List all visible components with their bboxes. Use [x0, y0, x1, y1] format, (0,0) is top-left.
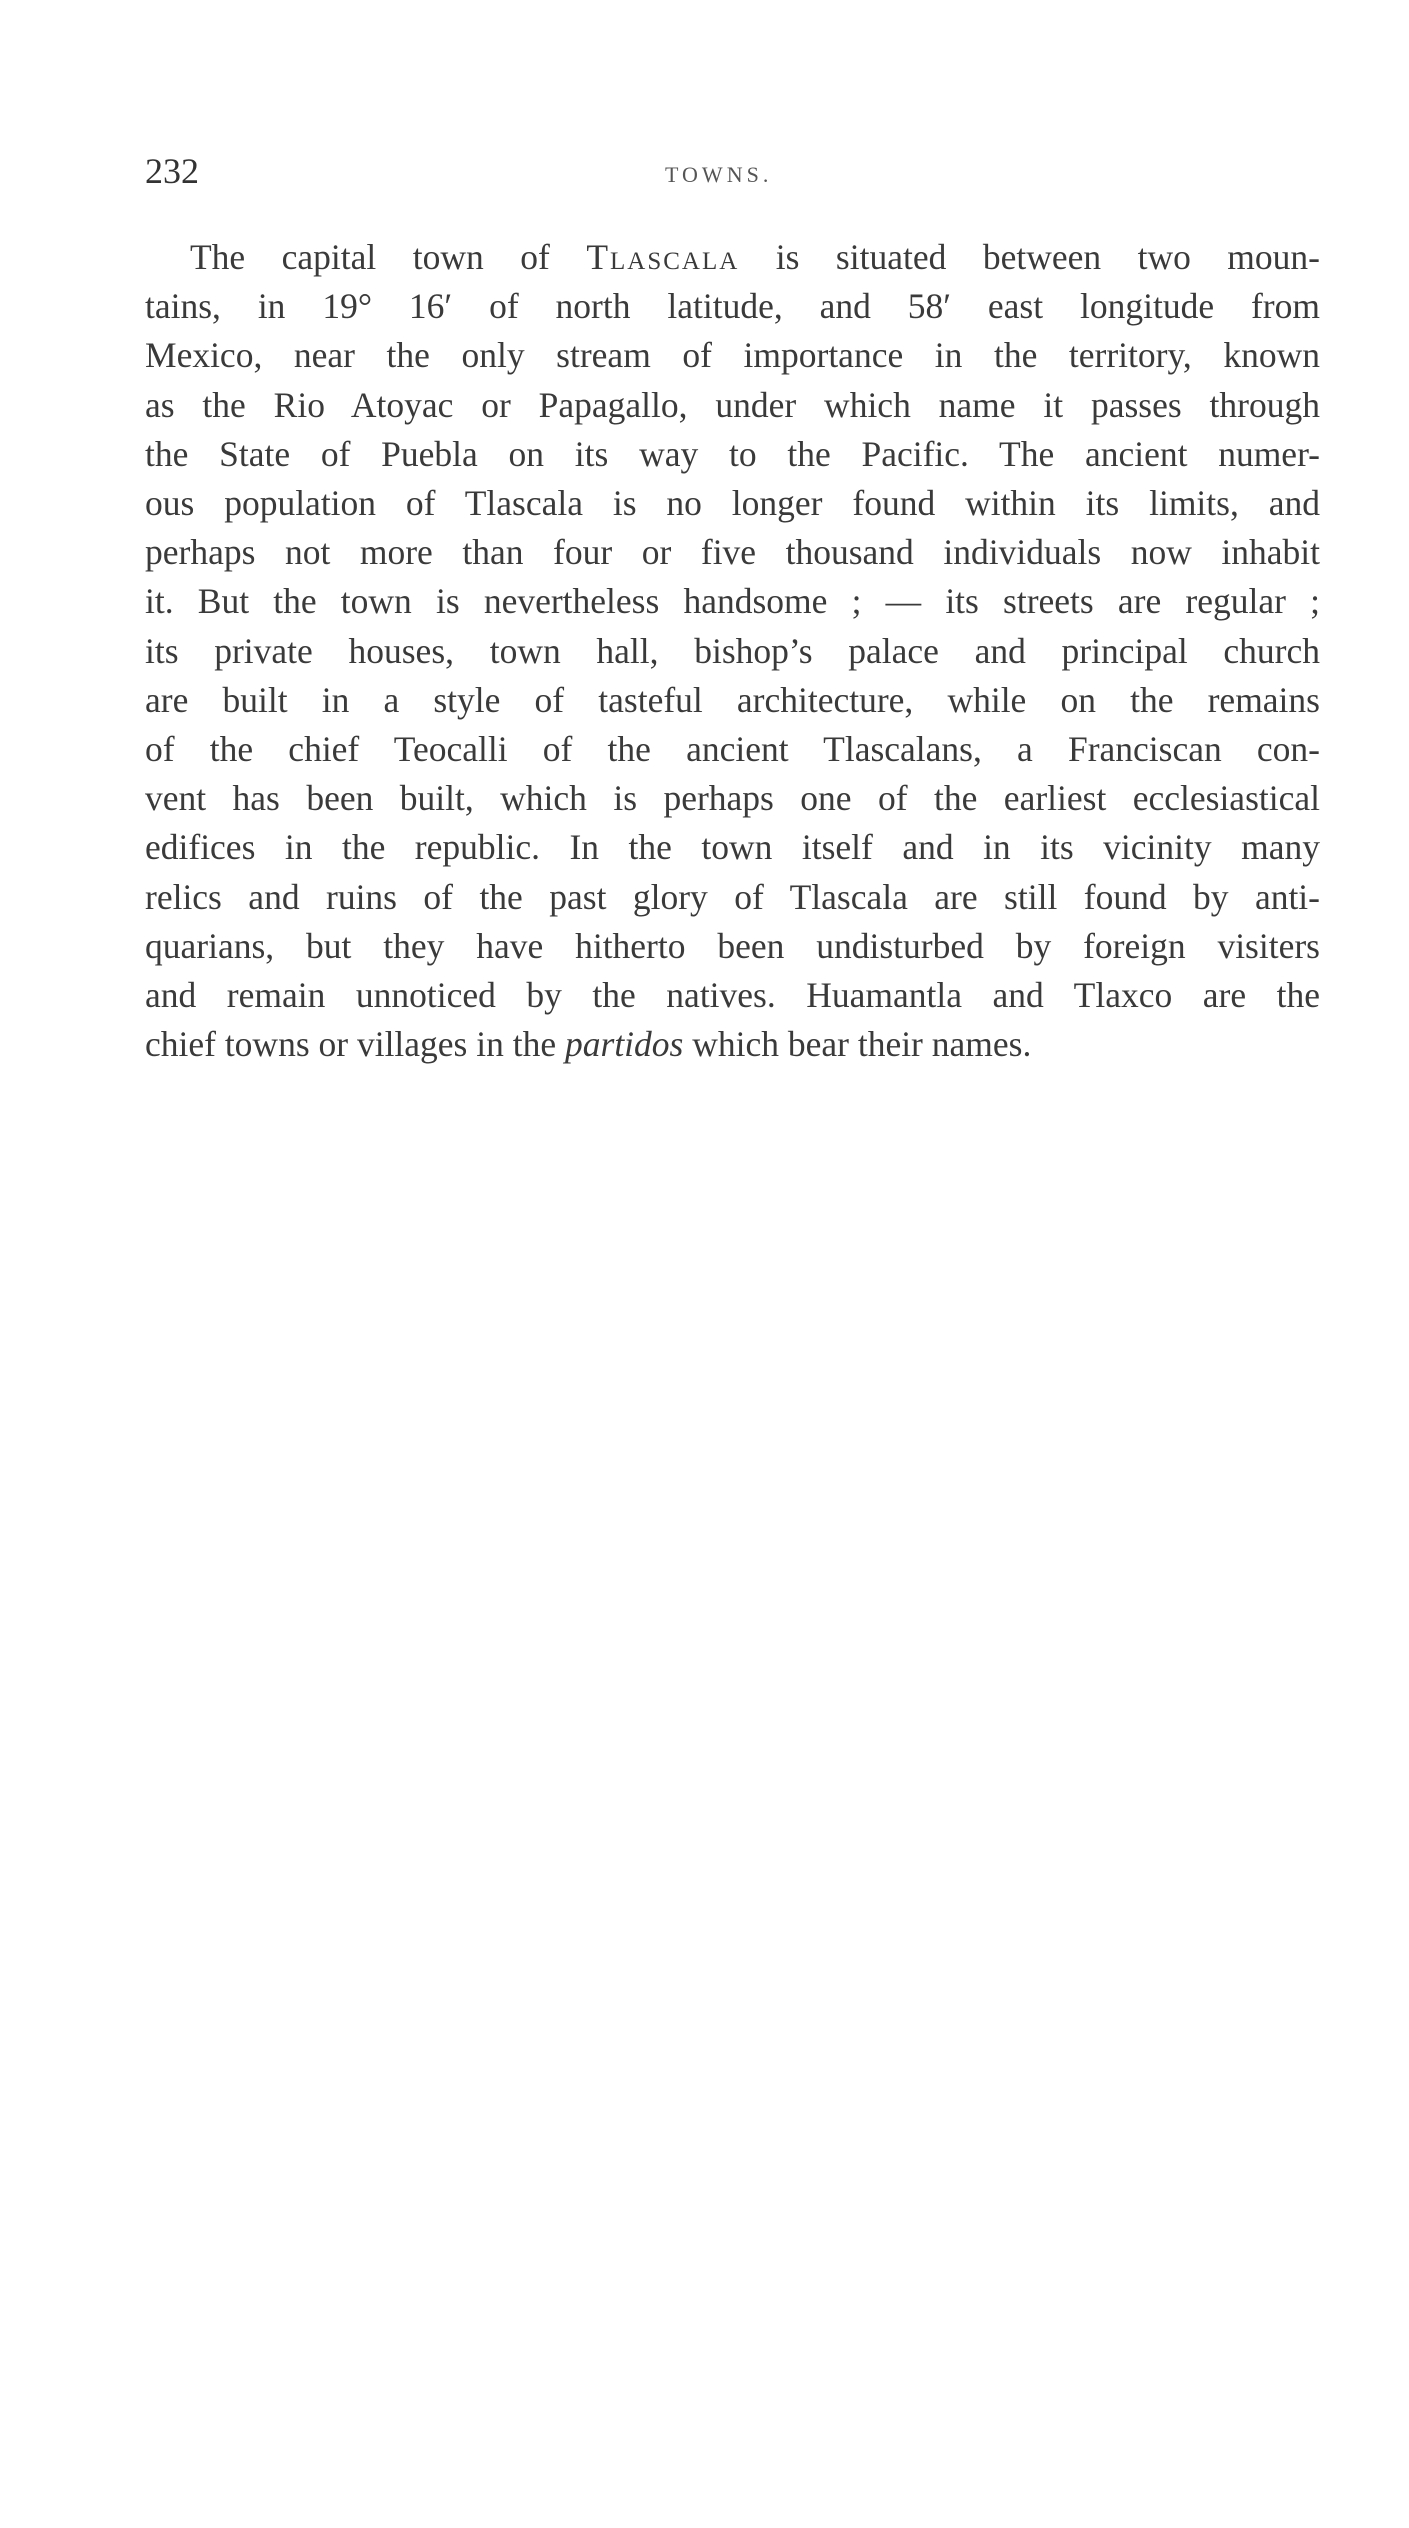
text-line	[145, 430, 1320, 479]
text-segment: vent has been built, which is perhaps one of the earliest ecclesiastical	[145, 778, 1320, 819]
text-line	[145, 282, 1320, 331]
text-line	[145, 676, 1320, 725]
text-line	[145, 873, 1320, 922]
text-segment: and remain unnoticed by the natives. Huamantla and Tlaxco are the	[145, 975, 1320, 1016]
smallcaps-name: Tlascala	[586, 237, 740, 277]
text-segment: it. But the town is nevertheless handsome ; — its streets are regular ;	[145, 581, 1320, 622]
text-segment: The capital town of	[190, 237, 587, 277]
text-segment: of the chief Teocalli of the ancient Tlascalans, a Franciscan con-	[145, 729, 1320, 770]
text-line	[145, 233, 1320, 282]
text-line	[145, 725, 1320, 774]
text-line	[145, 823, 1320, 872]
text-segment: perhaps not more than four or five thousand individuals now inhabit	[145, 532, 1320, 573]
text-segment: quarians, but they have hitherto been undisturbed by foreign visiters	[145, 925, 1320, 966]
text-segment: as the Rio Atoyac or Papagallo, under which name it passes through	[145, 384, 1320, 425]
text-segment: relics and ruins of the past glory of Tlascala are still found by anti-	[145, 876, 1320, 917]
page-number: 232	[145, 151, 199, 191]
text-line	[145, 627, 1320, 676]
running-head: TOWNS.	[665, 162, 773, 187]
text-line	[145, 577, 1320, 626]
text-segment: chief towns or villages in the	[145, 1024, 565, 1065]
text-segment: edifices in the republic. In the town itself and in its vicinity many	[145, 827, 1320, 868]
text-segment: tains, in 19° 16′ of north latitude, and 58′ east longitude from	[145, 286, 1320, 327]
page-header	[145, 150, 1320, 200]
text-segment: ous population of Tlascala is no longer found within its limits, and	[145, 483, 1320, 524]
text-line	[145, 331, 1320, 380]
text-segment: the State of Puebla on its way to the Pacific. The ancient numer-	[145, 433, 1320, 474]
body-paragraph	[145, 233, 1320, 1069]
text-line	[145, 774, 1320, 823]
text-line	[145, 922, 1320, 971]
text-segment: Mexico, near the only stream of importance in the territory, known	[145, 335, 1320, 376]
text-segment: are built in a style of tasteful architecture, while on the remains	[145, 679, 1320, 720]
text-segment: its private houses, town hall, bishop’s palace and principal church	[145, 630, 1320, 671]
text-line	[145, 971, 1320, 1020]
text-line	[145, 381, 1320, 430]
text-line	[145, 479, 1320, 528]
text-line	[145, 1020, 1320, 1069]
italic-term: partidos	[565, 1024, 684, 1065]
text-line	[145, 528, 1320, 577]
text-segment: is situated between two moun-	[739, 237, 1320, 277]
text-segment: which bear their names.	[683, 1024, 1032, 1065]
